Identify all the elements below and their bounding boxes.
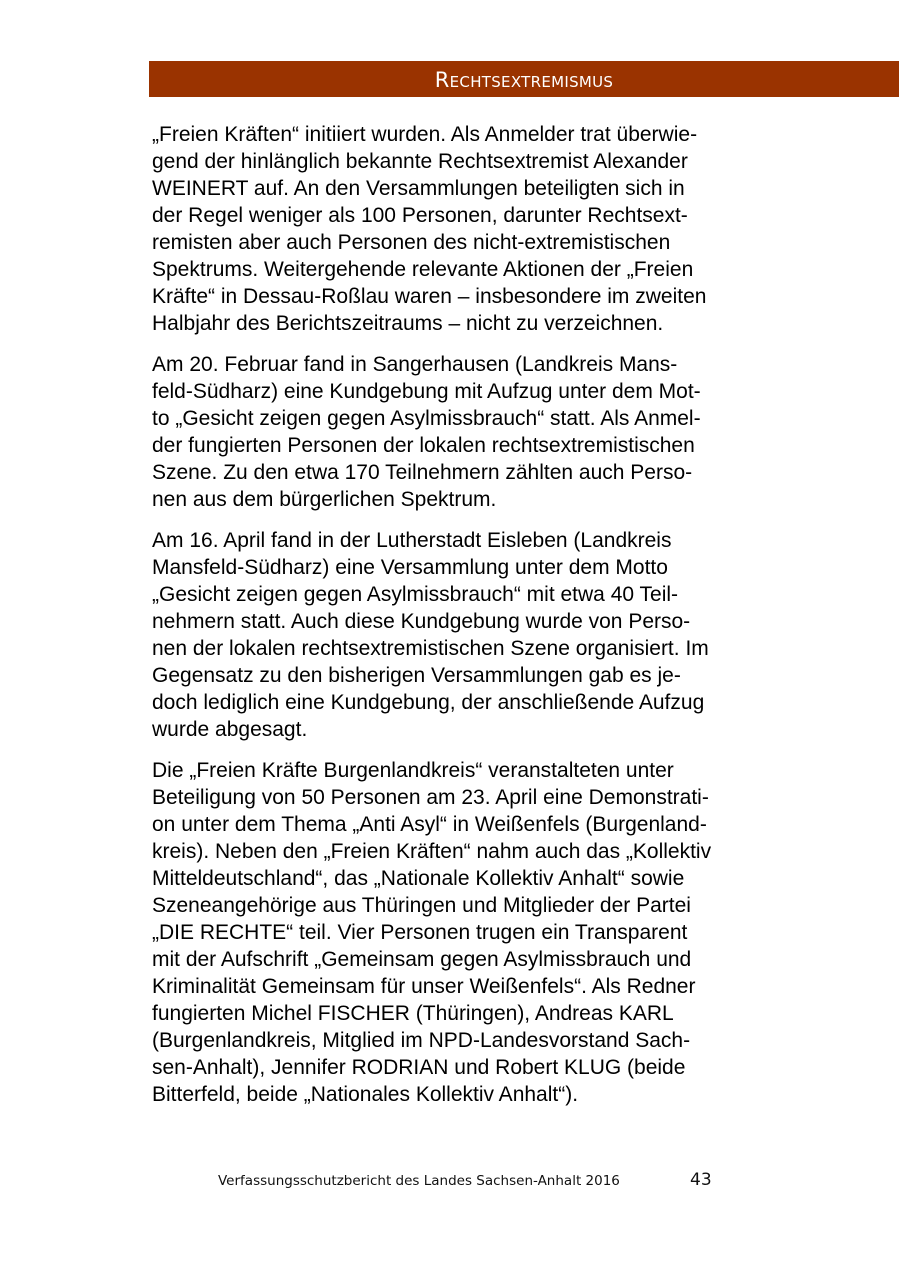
section-title: Rechtsextremismus [434,67,614,92]
page-footer [0,1170,900,1192]
body-text [152,121,792,1122]
paragraph: Die „Freien Kräfte Burgenlandkreis“ veranstalteten unter Beteiligung von 50 Personen am 23. April eine Demonstrati- on unter dem Thema „Anti Asyl“ in Weißenfels (Burgenland- kreis). Neben den „Freien Kräften“ nahm auch das „Kollektiv Mitteldeutschland“, das „Nationale Kollektiv Anhalt“ sowie Szeneangehörige aus Thüringen und Mitglieder der Partei „DIE RECHTE“ teil. Vier Personen trugen ein Transparent mit der Aufschrift „Gemeinsam gegen Asylmissbrauch und Kriminalität Gemeinsam für unser Weißenfels“. Als Redner fungierten Michel FISCHER (Thüringen), Andreas KARL (Burgenlandkreis, Mitglied im NPD-Landesvorstand Sach- sen-Anhalt), Jennifer RODRIAN und Robert KLUG (beide Bitterfeld, beide „Nationales Kollektiv Anhalt“). [152,759,712,1106]
footer-publication-title: Verfassungsschutzbericht des Landes Sachsen-Anhalt 2016 [218,1173,620,1189]
section-header-bar [149,61,899,97]
page-number: 43 [690,1170,712,1190]
paragraph: „Freien Kräften“ initiiert wurden. Als Anmelder trat überwie- gend der hinlänglich bekannte Rechtsextremist Alexander WEINERT auf. An den Versammlungen beteiligten sich in der Regel weniger als 100 Personen, darunter Rechtsext- remisten aber auch Personen des nicht-extremistischen Spektrums. Weitergehende relevante Aktionen der „Freien Kräfte“ in Dessau-Roßlau waren – insbesondere im zweiten Halbjahr des Berichtszeitraums – nicht zu verzeichnen. [152,123,707,335]
paragraph: Am 20. Februar fand in Sangerhausen (Landkreis Mans- feld-Südharz) eine Kundgebung mit Aufzug unter dem Mot- to „Gesicht zeigen gegen Asylmissbrauch“ statt. Als Anmel- der fungierten Personen der lokalen rechtsextremistischen Szene. Zu den etwa 170 Teilnehmern zählten auch Perso- nen aus dem bürgerlichen Spektrum. [152,353,701,511]
paragraph: Am 16. April fand in der Lutherstadt Eisleben (Landkreis Mansfeld-Südharz) eine Versammlung unter dem Motto „Gesicht zeigen gegen Asylmissbrauch“ mit etwa 40 Teil- nehmern statt. Auch diese Kundgebung wurde von Perso- nen der lokalen rechtsextremistischen Szene organisiert. Im Gegensatz zu den bisherigen Versammlungen gab es je- doch lediglich eine Kundgebung, der anschließende Aufzug wurde abgesagt. [152,529,709,741]
